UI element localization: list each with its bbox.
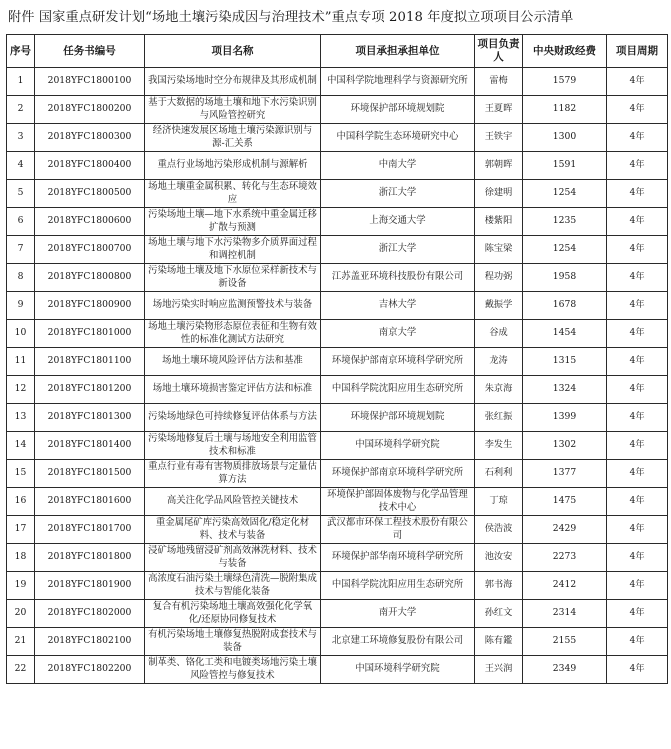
cell-project-period: 4年 [607, 516, 668, 544]
cell-project-period: 4年 [607, 460, 668, 488]
project-table [6, 34, 668, 684]
cell-central-funding: 1315 [523, 348, 607, 376]
cell-project-period: 4年 [607, 572, 668, 600]
table-row [7, 264, 668, 292]
cell-project-leader: 丁琼 [475, 488, 523, 516]
cell-undertaking-unit: 中南大学 [321, 152, 475, 180]
cell-undertaking-unit: 吉林大学 [321, 292, 475, 320]
cell-no: 7 [7, 236, 35, 264]
cell-project-period: 4年 [607, 488, 668, 516]
cell-project-leader: 王兴润 [475, 656, 523, 684]
cell-project-leader: 陈宝梁 [475, 236, 523, 264]
cell-task-code: 2018YFC1801700 [35, 516, 145, 544]
cell-central-funding: 1579 [523, 68, 607, 96]
cell-project-period: 4年 [607, 152, 668, 180]
table-row [7, 544, 668, 572]
cell-project-leader: 侯浩波 [475, 516, 523, 544]
table-row [7, 348, 668, 376]
cell-undertaking-unit: 中国环境科学研究院 [321, 656, 475, 684]
cell-task-code: 2018YFC1800400 [35, 152, 145, 180]
cell-project-leader: 郭朝晖 [475, 152, 523, 180]
table-row [7, 656, 668, 684]
cell-undertaking-unit: 中国科学院沈阳应用生态研究所 [321, 376, 475, 404]
cell-task-code: 2018YFC1800500 [35, 180, 145, 208]
cell-project-name: 复合有机污染场地土壤高效强化化学氧化/还原协同修复技术 [145, 600, 321, 628]
cell-project-name: 重点行业场地污染形成机制与源解析 [145, 152, 321, 180]
cell-no: 8 [7, 264, 35, 292]
cell-project-leader: 李发生 [475, 432, 523, 460]
cell-project-period: 4年 [607, 180, 668, 208]
cell-undertaking-unit: 环境保护部环境规划院 [321, 96, 475, 124]
cell-no: 1 [7, 68, 35, 96]
cell-undertaking-unit: 中国科学院地理科学与资源研究所 [321, 68, 475, 96]
cell-undertaking-unit: 南开大学 [321, 600, 475, 628]
cell-no: 10 [7, 320, 35, 348]
cell-task-code: 2018YFC1801500 [35, 460, 145, 488]
table-row [7, 320, 668, 348]
cell-project-leader: 谷成 [475, 320, 523, 348]
cell-central-funding: 2314 [523, 600, 607, 628]
cell-project-leader: 张红振 [475, 404, 523, 432]
cell-project-name: 基于大数据的场地土壤和地下水污染识别与风险管控研究 [145, 96, 321, 124]
cell-no: 20 [7, 600, 35, 628]
cell-undertaking-unit: 浙江大学 [321, 180, 475, 208]
cell-task-code: 2018YFC1800900 [35, 292, 145, 320]
cell-task-code: 2018YFC1800800 [35, 264, 145, 292]
table-row [7, 516, 668, 544]
table-row [7, 208, 668, 236]
cell-no: 13 [7, 404, 35, 432]
cell-task-code: 2018YFC1800700 [35, 236, 145, 264]
cell-project-period: 4年 [607, 264, 668, 292]
table-row [7, 96, 668, 124]
cell-central-funding: 1182 [523, 96, 607, 124]
cell-project-leader: 池汝安 [475, 544, 523, 572]
cell-central-funding: 2155 [523, 628, 607, 656]
cell-central-funding: 1475 [523, 488, 607, 516]
cell-central-funding: 1300 [523, 124, 607, 152]
cell-project-leader: 楼紫阳 [475, 208, 523, 236]
cell-project-leader: 龙涛 [475, 348, 523, 376]
table-body [7, 68, 668, 684]
cell-project-name: 我国污染场地时空分布规律及其形成机制 [145, 68, 321, 96]
cell-task-code: 2018YFC1801900 [35, 572, 145, 600]
cell-project-leader: 戴振学 [475, 292, 523, 320]
cell-project-period: 4年 [607, 96, 668, 124]
cell-central-funding: 2412 [523, 572, 607, 600]
cell-project-name: 污染场地修复后土壤与场地安全利用监管技术和标准 [145, 432, 321, 460]
cell-project-leader: 朱京海 [475, 376, 523, 404]
cell-project-name: 有机污染场地土壤修复热脱附成套技术与装备 [145, 628, 321, 656]
cell-central-funding: 1454 [523, 320, 607, 348]
cell-project-leader: 雷梅 [475, 68, 523, 96]
cell-central-funding: 1678 [523, 292, 607, 320]
cell-project-leader: 王夏晖 [475, 96, 523, 124]
cell-project-leader: 石利利 [475, 460, 523, 488]
table-row [7, 432, 668, 460]
cell-no: 4 [7, 152, 35, 180]
cell-no: 15 [7, 460, 35, 488]
cell-central-funding: 1377 [523, 460, 607, 488]
cell-project-name: 重点行业有毒有害物质排放场景与定量估算方法 [145, 460, 321, 488]
cell-task-code: 2018YFC1802100 [35, 628, 145, 656]
cell-task-code: 2018YFC1801800 [35, 544, 145, 572]
cell-task-code: 2018YFC1800100 [35, 68, 145, 96]
cell-task-code: 2018YFC1801100 [35, 348, 145, 376]
cell-project-leader: 郭书海 [475, 572, 523, 600]
cell-task-code: 2018YFC1802200 [35, 656, 145, 684]
cell-project-leader: 徐建明 [475, 180, 523, 208]
cell-central-funding: 2273 [523, 544, 607, 572]
cell-project-period: 4年 [607, 208, 668, 236]
document-title: 附件 国家重点研发计划“场地土壤污染成因与治理技术”重点专项 2018 年度拟立项项目公示清单 [8, 10, 574, 25]
cell-task-code: 2018YFC1801400 [35, 432, 145, 460]
cell-task-code: 2018YFC1800200 [35, 96, 145, 124]
cell-project-name: 场地土壤重金属积累、转化与生态环境效应 [145, 180, 321, 208]
cell-no: 3 [7, 124, 35, 152]
cell-no: 6 [7, 208, 35, 236]
cell-no: 16 [7, 488, 35, 516]
cell-undertaking-unit: 环境保护部华南环境科学研究所 [321, 544, 475, 572]
cell-project-period: 4年 [607, 236, 668, 264]
header-undertaking-unit: 项目承担承担单位 [321, 35, 475, 68]
cell-undertaking-unit: 上海交通大学 [321, 208, 475, 236]
cell-central-funding: 1591 [523, 152, 607, 180]
cell-project-period: 4年 [607, 348, 668, 376]
cell-undertaking-unit: 江苏盖亚环境科技股份有限公司 [321, 264, 475, 292]
table-row [7, 236, 668, 264]
cell-project-period: 4年 [607, 404, 668, 432]
cell-project-period: 4年 [607, 320, 668, 348]
cell-no: 17 [7, 516, 35, 544]
cell-project-period: 4年 [607, 600, 668, 628]
cell-undertaking-unit: 环境保护部南京环境科学研究所 [321, 348, 475, 376]
cell-project-name: 污染场地土壤—地下水系统中重金属迁移扩散与预测 [145, 208, 321, 236]
cell-project-name: 经济快速发展区场地土壤污染源识别与源-汇关系 [145, 124, 321, 152]
table-row [7, 572, 668, 600]
cell-undertaking-unit: 南京大学 [321, 320, 475, 348]
table-row [7, 152, 668, 180]
cell-project-period: 4年 [607, 628, 668, 656]
cell-project-period: 4年 [607, 432, 668, 460]
cell-project-name: 场地土壤与地下水污染物多介质界面过程和调控机制 [145, 236, 321, 264]
cell-project-name: 场地土壤环境损害鉴定评估方法和标准 [145, 376, 321, 404]
header-task-code: 任务书编号 [35, 35, 145, 68]
cell-project-period: 4年 [607, 376, 668, 404]
table-row [7, 292, 668, 320]
cell-undertaking-unit: 中国科学院生态环境研究中心 [321, 124, 475, 152]
cell-central-funding: 1324 [523, 376, 607, 404]
cell-task-code: 2018YFC1801000 [35, 320, 145, 348]
cell-no: 12 [7, 376, 35, 404]
table-row [7, 460, 668, 488]
cell-undertaking-unit: 环境保护部环境规划院 [321, 404, 475, 432]
cell-undertaking-unit: 中国科学院沈阳应用生态研究所 [321, 572, 475, 600]
cell-no: 21 [7, 628, 35, 656]
cell-central-funding: 2429 [523, 516, 607, 544]
table-row [7, 68, 668, 96]
cell-undertaking-unit: 浙江大学 [321, 236, 475, 264]
cell-task-code: 2018YFC1801600 [35, 488, 145, 516]
cell-project-name: 重金属尾矿库污染高效固化/稳定化材料、技术与装备 [145, 516, 321, 544]
cell-no: 19 [7, 572, 35, 600]
cell-project-period: 4年 [607, 656, 668, 684]
cell-project-name: 污染场地绿色可持续修复评估体系与方法 [145, 404, 321, 432]
cell-undertaking-unit: 中国环境科学研究院 [321, 432, 475, 460]
cell-central-funding: 1399 [523, 404, 607, 432]
header-project-leader: 项目负责人 [475, 35, 523, 68]
cell-task-code: 2018YFC1800300 [35, 124, 145, 152]
cell-project-period: 4年 [607, 292, 668, 320]
header-project-name: 项目名称 [145, 35, 321, 68]
cell-project-name: 制革类、铬化工类和电镀类场地污染土壤风险管控与修复技术 [145, 656, 321, 684]
cell-central-funding: 2349 [523, 656, 607, 684]
cell-task-code: 2018YFC1800600 [35, 208, 145, 236]
cell-undertaking-unit: 北京建工环境修复股份有限公司 [321, 628, 475, 656]
cell-project-name: 场地污染实时响应监测预警技术与装备 [145, 292, 321, 320]
cell-no: 2 [7, 96, 35, 124]
header-project-period: 项目周期 [607, 35, 668, 68]
cell-project-period: 4年 [607, 68, 668, 96]
table-row [7, 488, 668, 516]
cell-central-funding: 1235 [523, 208, 607, 236]
table-row [7, 600, 668, 628]
table-row [7, 376, 668, 404]
table-row [7, 404, 668, 432]
cell-project-name: 高浓度石油污染土壤绿色清洗—脱附集成技术与智能化装备 [145, 572, 321, 600]
cell-central-funding: 1254 [523, 236, 607, 264]
cell-project-name: 高关注化学品风险管控关键技术 [145, 488, 321, 516]
header-central-funding: 中央财政经费 [523, 35, 607, 68]
cell-undertaking-unit: 环境保护部南京环境科学研究所 [321, 460, 475, 488]
cell-task-code: 2018YFC1801200 [35, 376, 145, 404]
cell-project-leader: 陈有鑑 [475, 628, 523, 656]
table-header-row [7, 35, 668, 68]
cell-task-code: 2018YFC1802000 [35, 600, 145, 628]
cell-project-period: 4年 [607, 124, 668, 152]
header-no: 序号 [7, 35, 35, 68]
cell-central-funding: 1302 [523, 432, 607, 460]
cell-project-leader: 程功弼 [475, 264, 523, 292]
cell-no: 14 [7, 432, 35, 460]
cell-project-leader: 王铁宇 [475, 124, 523, 152]
cell-no: 22 [7, 656, 35, 684]
table-row [7, 124, 668, 152]
cell-task-code: 2018YFC1801300 [35, 404, 145, 432]
cell-project-name: 污染场地土壤及地下水原位采样新技术与新设备 [145, 264, 321, 292]
cell-project-name: 场地土壤环境风险评估方法和基准 [145, 348, 321, 376]
cell-no: 11 [7, 348, 35, 376]
table-row [7, 180, 668, 208]
cell-no: 18 [7, 544, 35, 572]
cell-project-leader: 孙红文 [475, 600, 523, 628]
cell-no: 9 [7, 292, 35, 320]
cell-undertaking-unit: 武汉都市环保工程技术股份有限公司 [321, 516, 475, 544]
cell-project-name: 浸矿场地残留浸矿剂高效淋洗材料、技术与装备 [145, 544, 321, 572]
cell-central-funding: 1254 [523, 180, 607, 208]
table-row [7, 628, 668, 656]
cell-undertaking-unit: 环境保护部固体废物与化学品管理技术中心 [321, 488, 475, 516]
cell-central-funding: 1958 [523, 264, 607, 292]
cell-project-period: 4年 [607, 544, 668, 572]
cell-project-name: 场地土壤污染物形态原位表征和生物有效性的标准化测试方法研究 [145, 320, 321, 348]
cell-no: 5 [7, 180, 35, 208]
